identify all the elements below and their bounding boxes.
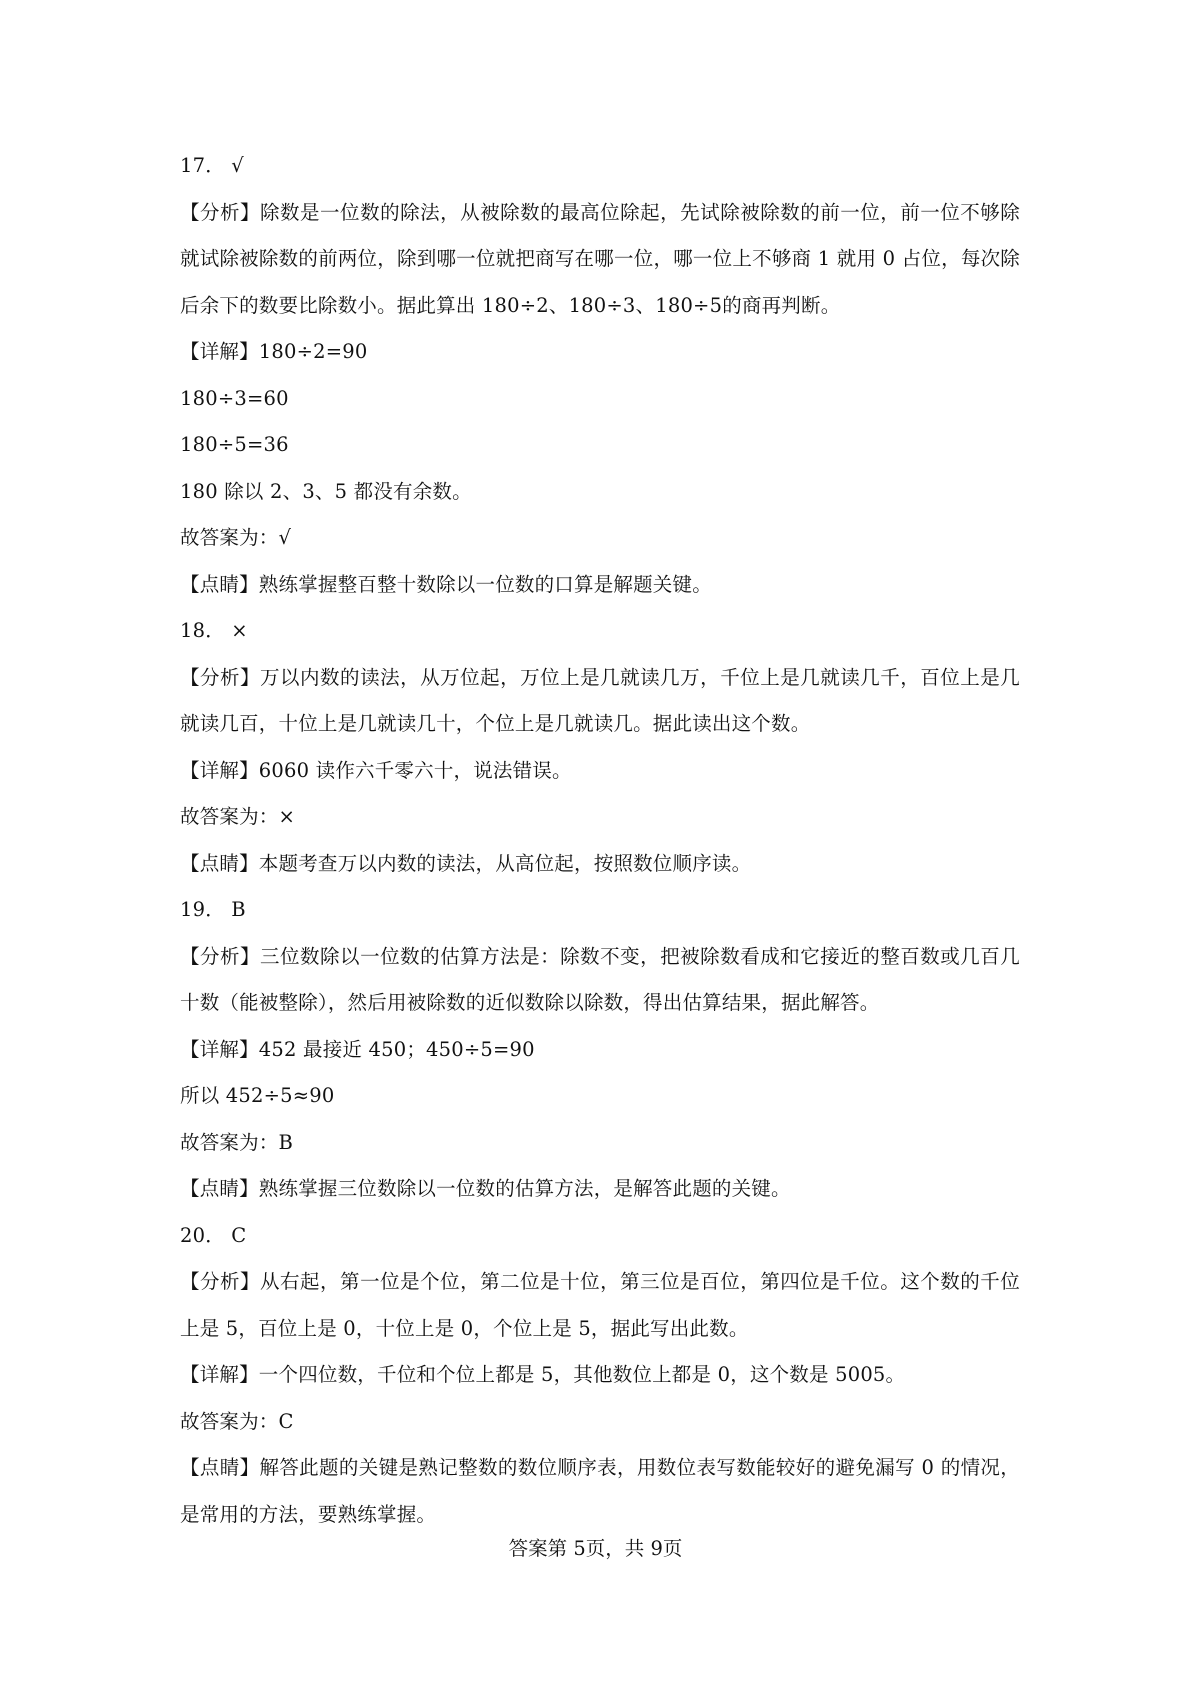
answer-content [180,143,1020,1538]
calc-line: 180÷5=36 [180,433,289,456]
calc-line: 180÷3=60 [180,386,289,410]
analysis-paragraph: 【分析】除数是一位数的除法，从被除数的最高位除起，先试除被除数的前一位，前一位不够除就试除被除数的前两位，除到哪一位就把商写在哪一位，哪一位上不够商 1 就用 0 占位，每次除后余下的数要比除数小。据此算出 180÷2、180÷3、180÷5的商再判断。 [180,200,1020,317]
analysis-paragraph: 【分析】万以内数的读法，从万位起，万位上是几就读几万，千位上是几就读几千，百位上是几就读几百，十位上是几就读几十，个位上是几就读几。据此读出这个数。 [180,665,1020,735]
answer-line: 故答案为：√ [180,526,292,549]
detail-line: 【详解】一个四位数，千位和个位上都是 5，其他数位上都是 0，这个数是 5005。 [180,1363,906,1386]
conclusion-line: 180 除以 2、3、5 都没有余数。 [180,479,472,503]
answer-line: 故答案为：C [180,1409,294,1433]
analysis-paragraph: 【分析】从右起，第一位是个位，第二位是十位，第三位是百位，第四位是千位。这个数的千位上是 5，百位上是 0，十位上是 0，个位上是 5，据此写出此数。 [180,1270,1020,1340]
answer-line: 故答案为：× [180,805,296,828]
tip-paragraph: 【点睛】解答此题的关键是熟记整数的数位顺序表，用数位表写数能较好的避免漏写 0 的情况，是常用的方法，要熟练掌握。 [180,1456,1020,1526]
detail-line: 【详解】180÷2=90 [180,340,368,363]
answer-number: 19． B [180,898,246,921]
calc-line: 所以 452÷5≈90 [180,1084,335,1107]
tip-line: 【点睛】熟练掌握三位数除以一位数的估算方法，是解答此题的关键。 [180,1177,791,1200]
answer-number: 18． × [180,619,248,642]
page-footer: 答案第 5页，共 9页 [508,1537,683,1560]
tip-line: 【点睛】熟练掌握整百整十数除以一位数的口算是解题关键。 [180,572,712,596]
answer-number: 20． C [180,1223,247,1247]
analysis-paragraph: 【分析】三位数除以一位数的估算方法是：除数不变，把被除数看成和它接近的整百数或几百几十数（能被整除），然后用被除数的近似数除以除数，得出估算结果，据此解答。 [180,944,1020,1014]
answer-number: 17． √ [180,154,244,177]
detail-line: 【详解】452 最接近 450；450÷5=90 [180,1037,535,1061]
answer-line: 故答案为：B [180,1130,294,1154]
detail-line: 【详解】6060 读作六千零六十，说法错误。 [180,758,572,782]
tip-line: 【点睛】本题考查万以内数的读法，从高位起，按照数位顺序读。 [180,851,752,875]
